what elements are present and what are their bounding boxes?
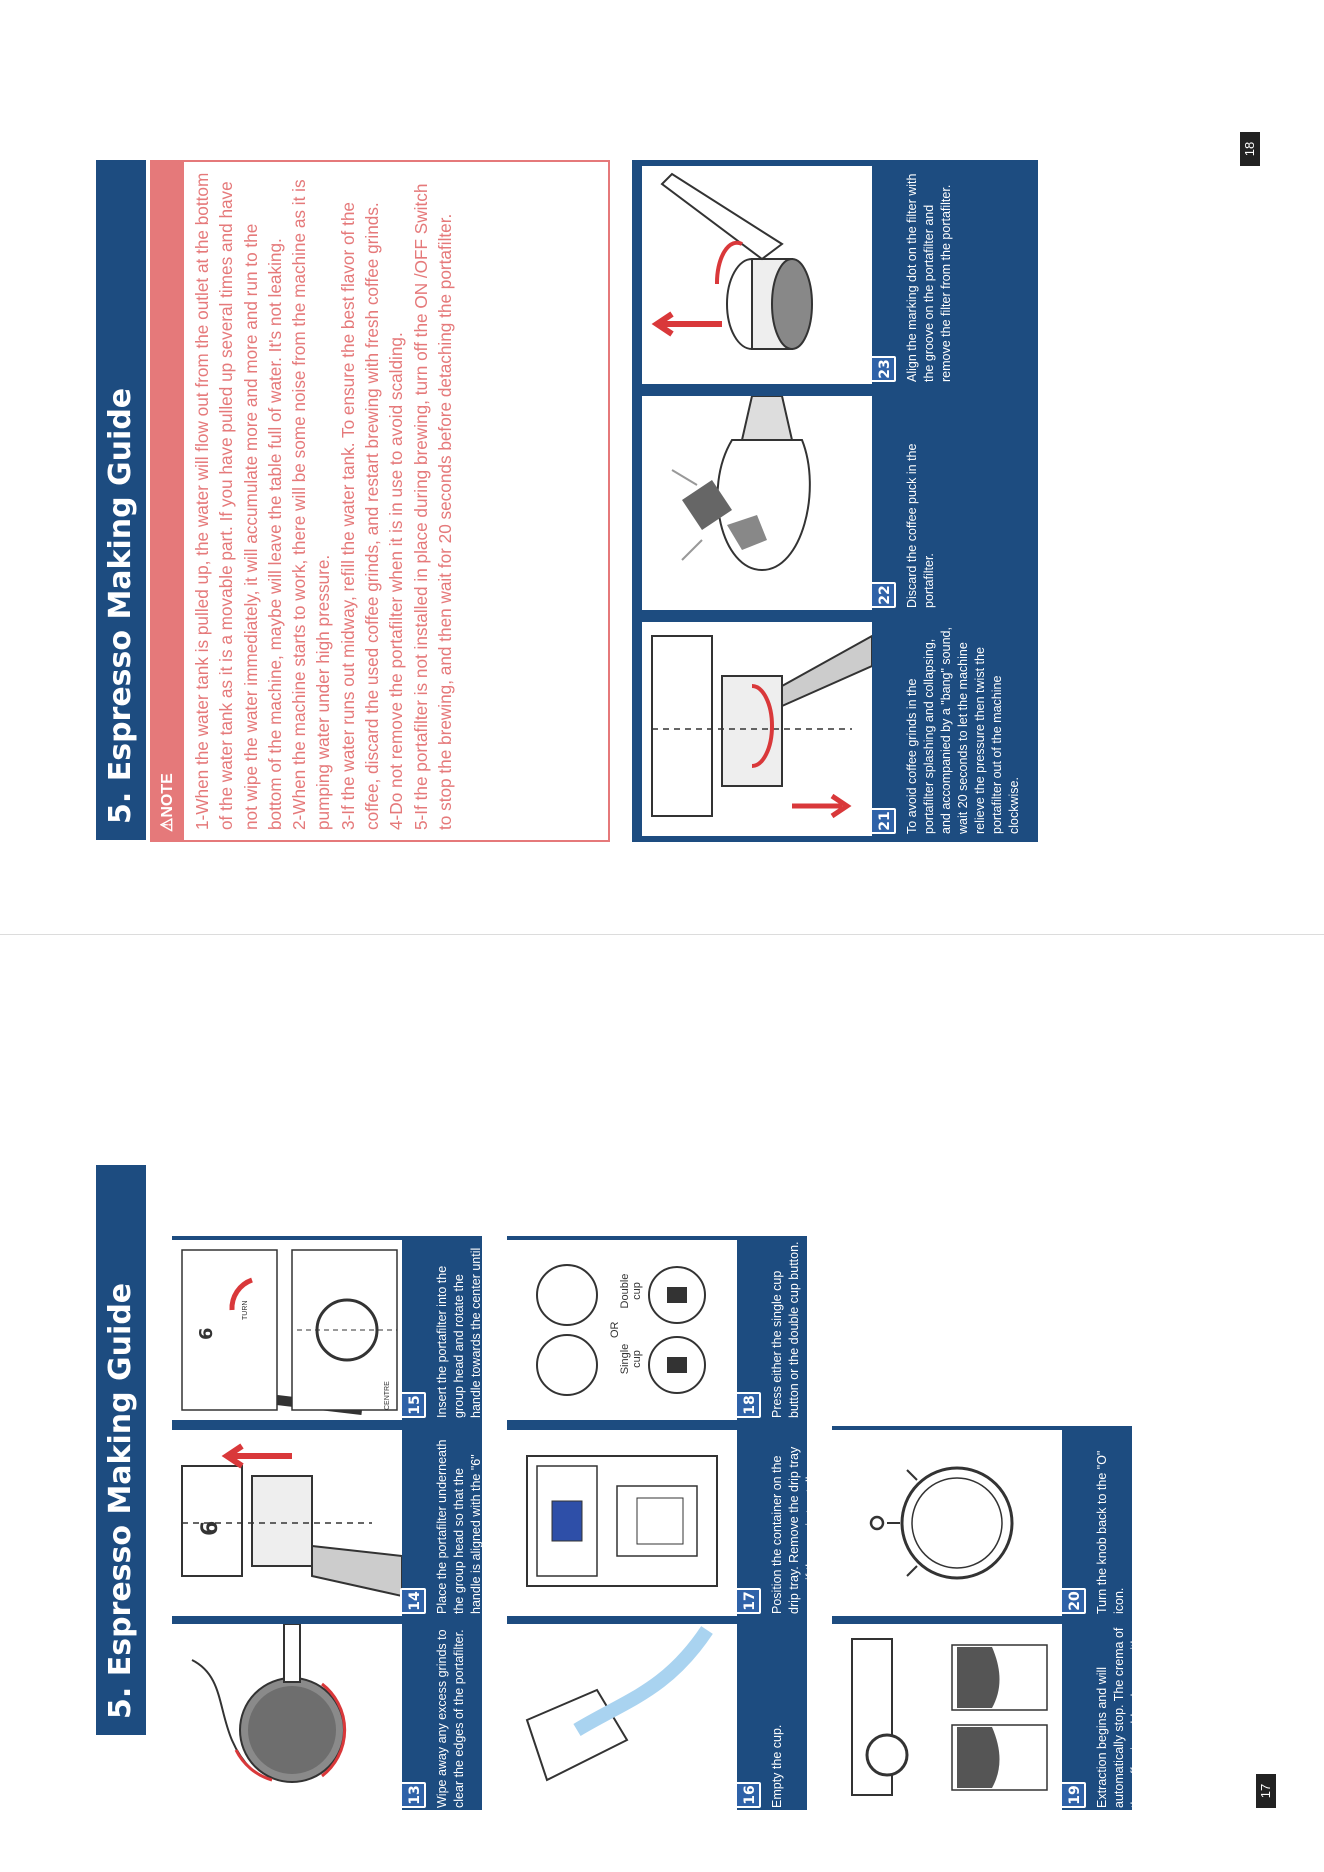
page-divider — [0, 934, 1324, 935]
step-number-badge: 14 — [400, 1588, 426, 1614]
step-17-illustration — [507, 1430, 737, 1616]
step-20-illustration — [832, 1430, 1062, 1616]
steps-band-3 — [832, 1426, 1177, 1810]
step-14-text: Place the portafilter underneath the group head so that the handle is aligned with the "6" position. — [435, 1439, 500, 1614]
note-item: 5-If the portafilter is not installed in place during brewing, turn off the ON /OFF Switch to stop the brewing, and then wait for 20 seconds before detaching the portafilter. — [410, 183, 455, 830]
steps-band-4 — [632, 160, 1038, 842]
step-16-illustration — [507, 1624, 737, 1810]
page-17 — [0, 1020, 1324, 1810]
step-19-illustration — [832, 1624, 1062, 1810]
note-item: 2-When the machine starts to work, there will be some noise from the machine as it is pumping water under high pressure. — [289, 179, 334, 830]
step-15-text: Insert the portafilter into the group head and rotate the handle towards the center until resistance is felt. — [435, 1247, 500, 1418]
step-21-illustration — [642, 622, 872, 836]
note-item: 4-Do not remove the portafilter when it is in use to avoid scalding. — [386, 332, 407, 830]
note-item: 1-When the water tank is pulled up, the water will flow out from the outlet at the bottom of the water tank as it is a movable part. If you have pulled up several times and have not wipe the water immediately, it will accumulate more and more and run to the bottom of the machine, maybe will leave the table full of water. It's not leaking. — [192, 172, 285, 830]
step-18-text: Press either the single cup button or the double cup button. — [770, 1241, 801, 1418]
note-body — [184, 162, 463, 840]
step-number-badge: 21 — [870, 808, 896, 834]
steps-band-2 — [507, 1236, 818, 1810]
step-17-text: Position the container on the drip tray. Remove the drip tray cover if the cup is too tall. — [770, 1446, 818, 1614]
step-23-text: Align the marking dot on the filter with the groove on the portafilter and remove the filter from the portafilter. — [905, 173, 953, 382]
page-number: 18 — [1240, 132, 1260, 166]
note-box — [150, 160, 610, 842]
step-15-illustration — [172, 1240, 402, 1420]
step-19-text: Extraction begins and will automatically stop. The crema of the coffee is golden brown with a fine mousse texture. (Around 40mL per cup is recommended.) — [1095, 1626, 1177, 1808]
single-cup-label: Single cup — [619, 1343, 643, 1375]
step-number-badge: 16 — [735, 1782, 761, 1808]
step-16-text: Empty the cup. — [770, 1724, 784, 1808]
step-number-badge: 17 — [735, 1588, 761, 1614]
svg-text:6: 6 — [198, 1520, 223, 1536]
step-21-text: To avoid coffee grinds in the portafilter splashing and collapsing, and accompanied by a "bang" sound, wait 20 seconds to let the machine relieve the pressure then twist the portafilter out of the machine clockwise. — [905, 627, 1021, 834]
step-20-text: Turn the knob back to the "O" icon. — [1095, 1450, 1126, 1614]
step-18-illustration — [507, 1240, 737, 1420]
double-cup-label: Double cup — [619, 1273, 643, 1309]
step-number-badge: 23 — [870, 356, 896, 382]
step-number-badge: 18 — [735, 1392, 761, 1418]
or-label: OR — [609, 1321, 621, 1338]
step-13-text: Wipe away any excess grinds to clear the edges of the portafilter. — [435, 1629, 466, 1808]
step-22-illustration — [642, 396, 872, 610]
turn-label: TURN — [242, 1300, 249, 1320]
step-22-text: Discard the coffee puck in the portafilter. — [905, 443, 936, 608]
step-number-badge: 13 — [400, 1782, 426, 1808]
step-number-badge: 22 — [870, 582, 896, 608]
step-23-illustration — [642, 166, 872, 384]
step-number-badge: 20 — [1060, 1588, 1086, 1614]
step-number-badge: 19 — [1060, 1782, 1086, 1808]
steps-band-1 — [172, 1236, 500, 1810]
note-item: 3-If the water runs out midway, refill the water tank. To ensure the best flavor of the coffee, discard the used coffee grinds, and restart brewing with fresh coffee grinds. — [337, 202, 383, 830]
page-number: 17 — [1256, 1774, 1276, 1808]
step-number-badge: 15 — [400, 1392, 426, 1418]
step-13-illustration — [172, 1624, 402, 1810]
page-title: 5. Espresso Making Guide — [96, 1165, 146, 1735]
svg-text:6: 6 — [196, 1327, 217, 1340]
page-18 — [0, 130, 1324, 900]
centre-label: CENTRE — [384, 1381, 391, 1410]
note-heading: ⚠NOTE — [152, 162, 184, 840]
step-14-illustration — [172, 1430, 402, 1616]
page-title: 5. Espresso Making Guide — [96, 160, 146, 840]
